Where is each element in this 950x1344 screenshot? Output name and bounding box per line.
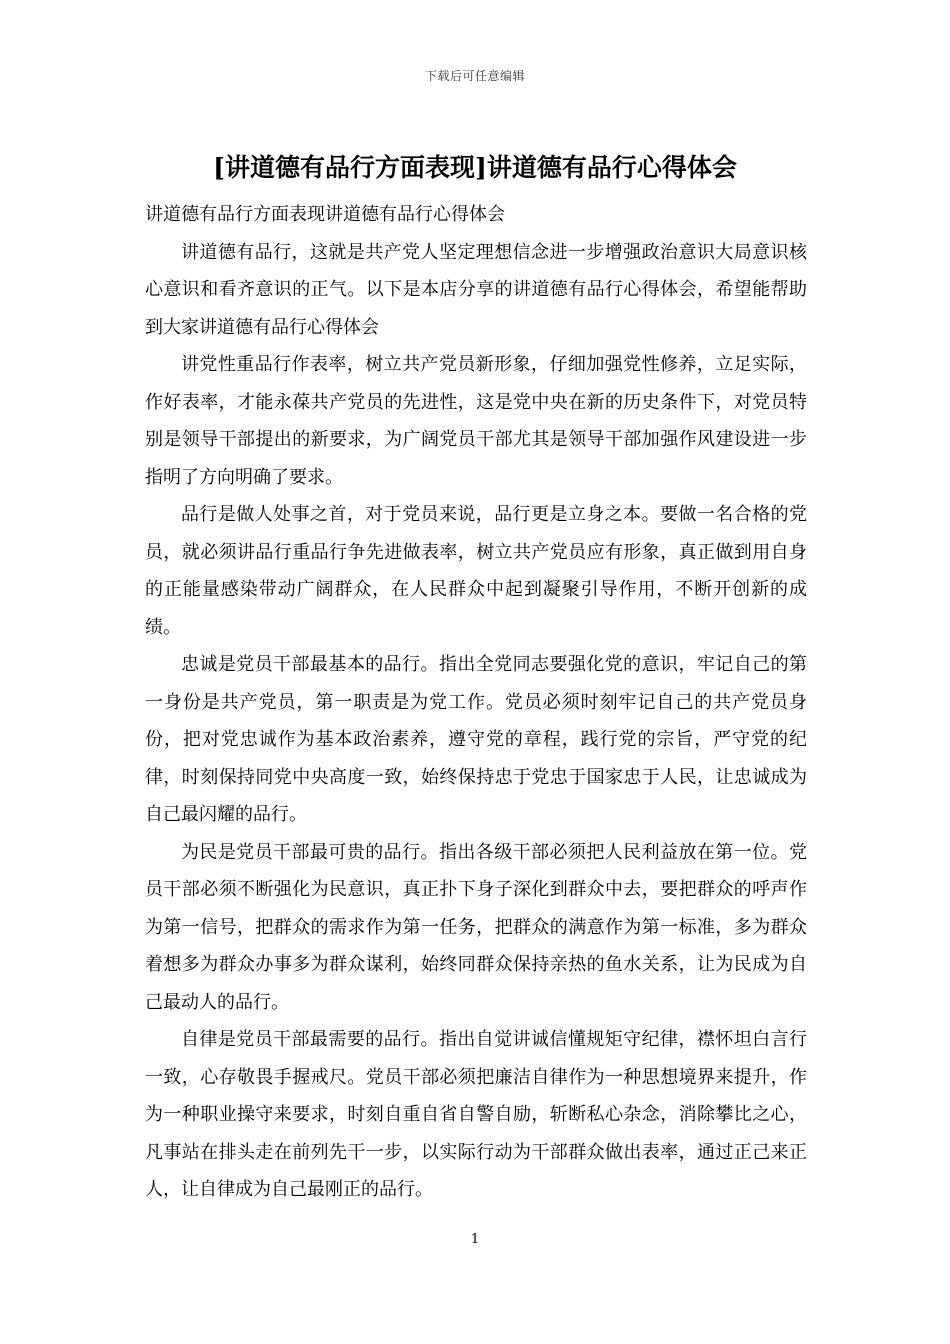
body-paragraph: 讲党性重品行作表率，树立共产党员新形象，仔细加强党性修养，立足实际，作好表率，才能永葆共产党员的先进性，这是党中央在新的历史条件下，对党员特别是领导干部提出的新要求，为广阔党员干部尤其是领导干部加强作风建设进一步指明了方向明确了要求。 [145, 354, 807, 488]
subtitle-paragraph: 讲道德有品行方面表现讲道德有品行心得体会 [145, 204, 505, 225]
header-note: 下载后可任意编辑 [424, 69, 525, 83]
body-paragraph: 忠诚是党员干部最基本的品行。指出全党同志要强化党的意识，牢记自己的第一身份是共产党员，第一职责是为党工作。党员必须时刻牢记自己的共产党员身份，把对党忠诚作为基本政治素养，遵守党的章程，践行党的宗旨，严守党的纪律，时刻保持同党中央高度一致，始终保持忠于党忠于国家忠于人民，让忠诚成为自己最闪耀的品行。 [145, 654, 807, 825]
body-paragraph: 为民是党员干部最可贵的品行。指出各级干部必须把人民利益放在第一位。党员干部必须不断强化为民意识，真正扑下身子深化到群众中去，要把群众的呼声作为第一信号，把群众的需求作为第一任务，把群众的满意作为第一标准，多为群众着想多为群众办事多为群众谋利，始终同群众保持亲热的鱼水关系，让为民成为自己最动人的品行。 [145, 841, 807, 1013]
document-title: [讲道德有品行方面表现]讲道德有品行心得体会 [213, 153, 737, 182]
body-paragraph: 品行是做人处事之首，对于党员来说，品行更是立身之本。要做一名合格的党员，就必须讲品行重品行争先进做表率，树立共产党员应有形象，真正做到用自身的正能量感染带动广阔群众，在人民群众中起到凝聚引导作用，不断开创新的成绩。 [145, 504, 807, 638]
intro-paragraph: 讲道德有品行，这就是共产党人坚定理想信念进一步增强政治意识大局意识核心意识和看齐意识的正气。以下是本店分享的讲道德有品行心得体会，希望能帮助到大家讲道德有品行心得体会 [145, 241, 807, 338]
page-number: 1 [470, 1232, 480, 1247]
body-paragraph: 自律是党员干部最需要的品行。指出自觉讲诚信懂规矩守纪律，襟怀坦白言行一致，心存敬畏手握戒尺。党员干部必须把廉洁自律作为一种思想境界来提升，作为一种职业操守来要求，时刻自重自省自警自励，斩断私心杂念，消除攀比之心，凡事站在排头走在前列先干一步，以实际行动为干部群众做出表率，通过正己来正人，让自律成为自己最刚正的品行。 [145, 1029, 807, 1200]
document-body [145, 196, 807, 1209]
